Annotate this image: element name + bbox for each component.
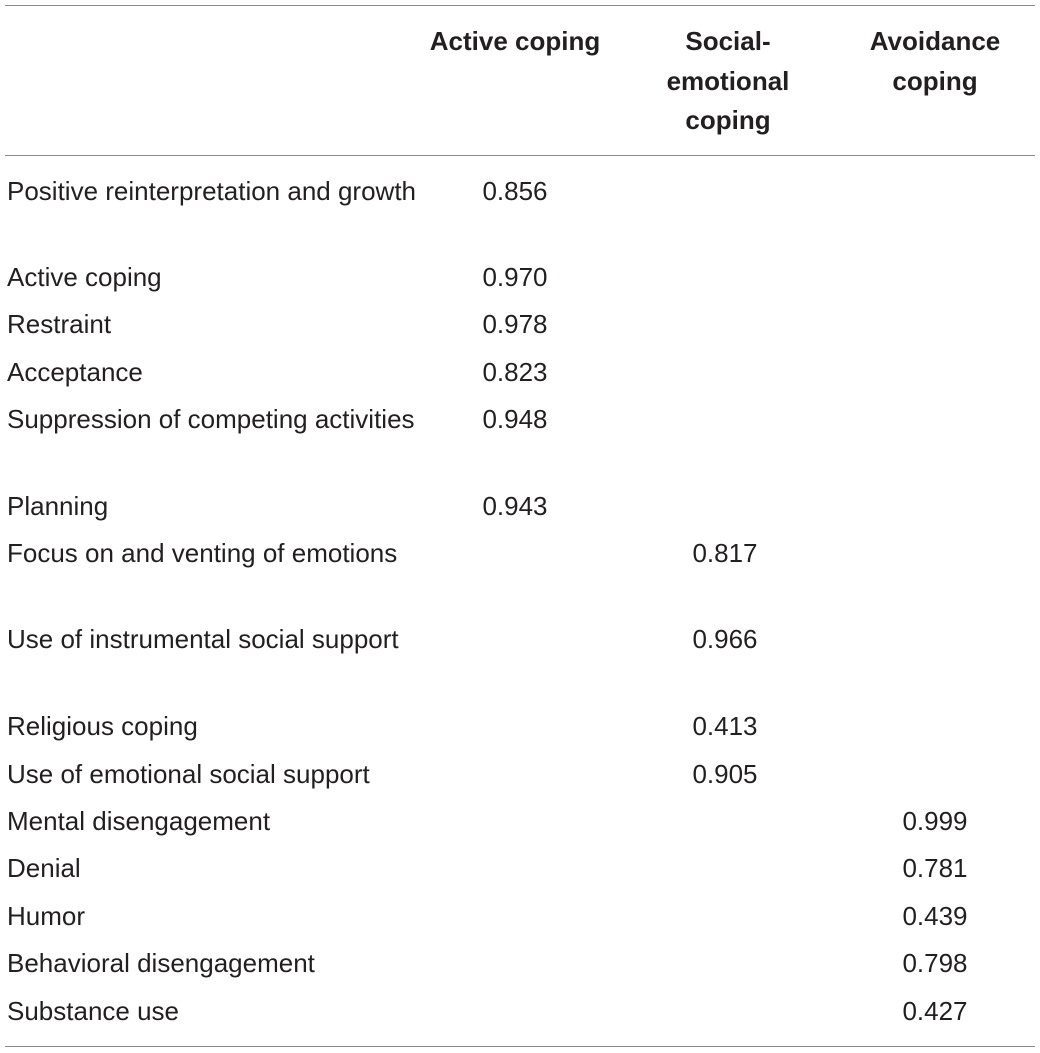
loading-value-c2: 0.413	[692, 711, 758, 741]
loading-value-c2: 0.817	[692, 538, 758, 568]
row-label: Humor	[7, 901, 86, 931]
row-label: Active coping	[7, 262, 162, 292]
row-label: Behavioral disengagement	[7, 948, 315, 978]
loading-value-c1: 0.823	[482, 357, 548, 387]
header-bottom-rule	[5, 155, 1035, 156]
loading-value-c2: 0.905	[692, 759, 758, 789]
column-header-avoidance-coping: Avoidance coping	[869, 26, 1001, 96]
loading-value-c1: 0.948	[482, 404, 548, 434]
loading-value-c2: 0.966	[692, 624, 758, 654]
row-label: Use of emotional social support	[7, 759, 370, 789]
loading-value-c1: 0.978	[482, 309, 548, 339]
row-label: Use of instrumental social support	[7, 624, 399, 654]
loading-value-c3: 0.439	[902, 901, 968, 931]
row-label: Mental disengagement	[7, 806, 271, 836]
column-header-social-emotional-coping: Social- emotional coping	[666, 26, 790, 135]
loading-value-c1: 0.943	[482, 491, 548, 521]
row-label: Substance use	[7, 996, 180, 1026]
loading-value-c1: 0.856	[482, 176, 548, 206]
loading-value-c3: 0.781	[902, 853, 968, 883]
row-label: Focus on and venting of emotions	[7, 538, 398, 568]
row-label: Planning	[7, 491, 109, 521]
row-label: Denial	[7, 853, 81, 883]
loading-value-c3: 0.798	[902, 948, 968, 978]
row-label: Religious coping	[7, 711, 198, 741]
table-top-rule	[5, 5, 1035, 6]
loading-value-c3: 0.999	[902, 806, 968, 836]
table-bottom-rule	[5, 1046, 1035, 1047]
row-label: Restraint	[7, 309, 112, 339]
row-label: Positive reinterpretation and growth	[7, 176, 417, 206]
column-header-active-coping: Active coping	[429, 26, 601, 56]
row-label: Suppression of competing activities	[7, 404, 415, 434]
loading-value-c3: 0.427	[902, 996, 968, 1026]
loading-value-c1: 0.970	[482, 262, 548, 292]
row-label: Acceptance	[7, 357, 143, 387]
